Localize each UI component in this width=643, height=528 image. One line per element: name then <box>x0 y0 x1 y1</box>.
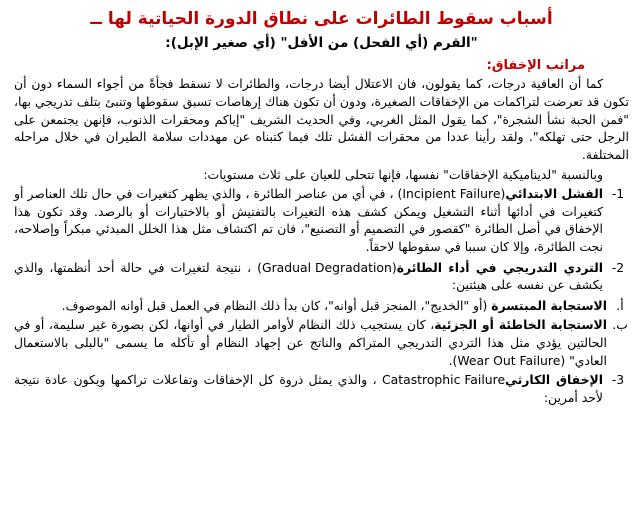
body-paragraph-2: وبالنسبة "لديناميكية الإخفاقات" نفسها، فإنها تتحلى للعيان على ثلاث مستويات: <box>203 166 603 182</box>
list-item-marker: 2- <box>611 259 625 275</box>
list-item-body <box>10 259 603 294</box>
list-item <box>10 185 633 255</box>
sub-item-marker: ب. <box>612 317 628 333</box>
list-item <box>10 371 633 406</box>
list-item <box>10 316 633 369</box>
list-item-latin-term: Catastrophic Failure <box>382 372 506 388</box>
sub-item-bold-lead: الاستجابة المبتسرة <box>491 297 607 313</box>
list-item-latin-term: (Incipient Failure) <box>397 186 506 202</box>
sub-item-body <box>10 316 607 369</box>
failure-levels-list <box>10 185 633 406</box>
list-item-text: ، في أي من عناصر الطائرة ، والذي يظهر كتغيرات في حال تلك العناصر أو كتغيرات في أدائها أثناء التشغيل ويمكن كشف هذه التغيرات بالتفتيش أو بالاختبارات أو بالرصد. وقد تكون هذا الإخفاق في أصل الطائرة "كقصور في التصميم أو التصنيع"، فان تم اكتشاف مثل هذا الخلل المبدئي مبكراً وإصلاحه، نجت الطائرة، وإلا كان سببا في سقوطها لاحقاً. <box>14 186 603 254</box>
list-item-bold-lead: التردي التدريجي في أداء الطائرة <box>396 259 603 275</box>
sub-item-text: ، كان يستجيب ذلك النظام لأوامر الطيار في أوانها، لكن بصورة غير سليمة، أو في الحالتين يؤدي مثل هذا التردي التدريجي المتراكم والناتج عن إجهاد النظام أو تأكله ما يسمى "بالبلى بالاستعمال العادي" (Wear Out Failure). <box>14 317 607 368</box>
list-item <box>10 297 633 315</box>
list-item-marker: 3- <box>611 372 625 388</box>
section-heading: مراتب الإخفاق: <box>486 58 585 74</box>
sub-item-text: (أو "الخديج"، المنجز قبل أوانه"، كان بدأ ذلك النظام في العمل قبل أوانه الموصوف. <box>61 297 492 313</box>
list-item-bold-lead: الإخفاق الكارثي <box>505 372 603 388</box>
sub-item-marker: أ. <box>616 297 624 313</box>
list-item-latin-term: (Gradual Degradation) <box>257 259 397 275</box>
list-item-text: ، نتيجة لتغيرات في حالة أحد أنظمتها، والذي يكشف عن نفسه على هيئتين: <box>14 259 603 293</box>
list-item-marker: 1- <box>611 186 625 202</box>
list-item-body <box>10 185 603 255</box>
gradual-degradation-sublist <box>10 297 633 369</box>
sub-item-bold-lead: الاستجابة الخاطئة أو الجزئية <box>434 317 607 333</box>
page-title: أسباب سقوط الطائرات على نطاق الدورة الحياتية لها ــ <box>90 9 553 29</box>
list-item-bold-lead: الفشل الابتدائي <box>505 186 604 202</box>
list-item-text: ، والذي يمثل ذروة كل الإخفاقات وتفاعلات تراكمها ويكون عادة نتيجة لأحد أمرين: <box>14 372 603 405</box>
list-item-body <box>10 371 603 406</box>
page-subtitle: "القرم (أي الفحل) من الأفل" (أي صغير الإبل): <box>165 34 478 51</box>
sub-item-body <box>10 297 607 315</box>
body-paragraph-1: كما أن العافية درجات، كما يقولون، فان الاعتلال أيضا درجات، والطائرات لا تسقط فجأةً من أجواء السماء دون أن تكون قد تعرضت لتراكمات من الإخفاقات الصغيرة، ودون أن تكون هناك إرهاصات تسبق سقوطها وتنبئ بتلف تدريجي بها، "فمن الحبة نشأ الشجرة"، كما يقول المثل الغربي، وفي الحديث الشريف "إياكم ومحقرات الذنوب، فإنهن يجتمعن على الرجل حتى تهلكه". ولقد رأينا عددا من محقرات الفشل تلك فيما كتبناه عن مهددات سلامة الطيران في خلال مراحله المختلفة. <box>14 76 629 162</box>
list-item <box>10 259 633 294</box>
